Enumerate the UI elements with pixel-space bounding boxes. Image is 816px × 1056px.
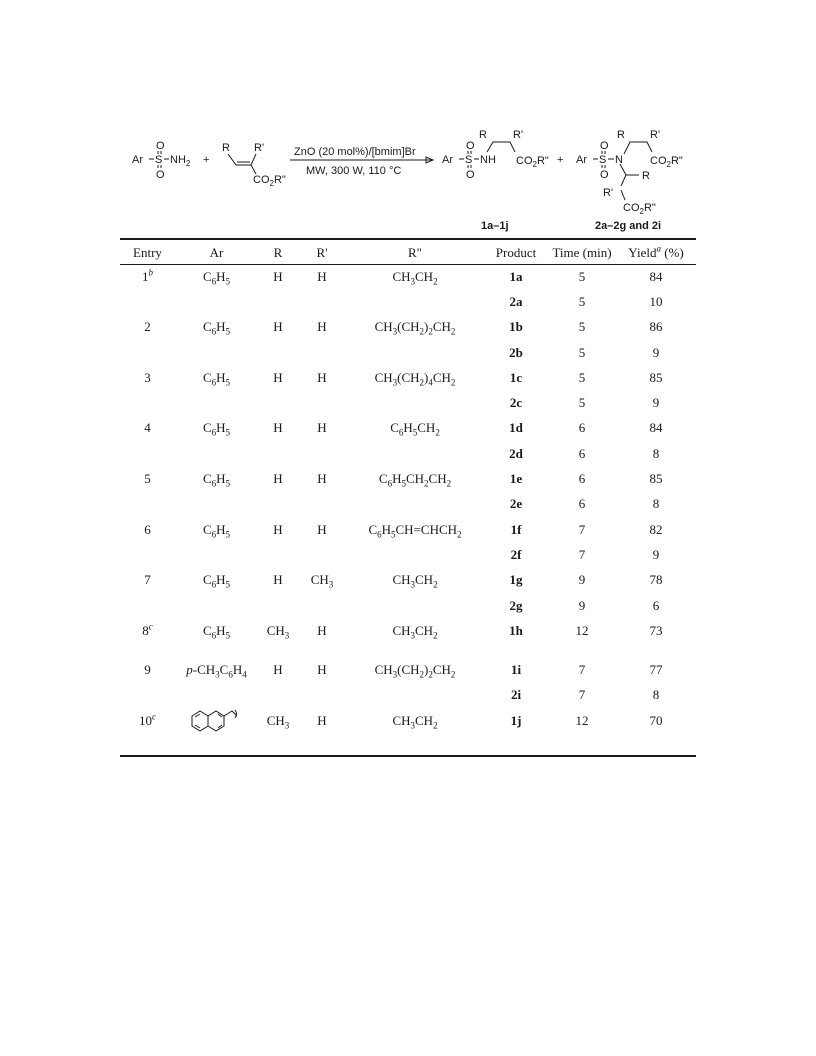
conditions-bottom: MW, 300 W, 110 °C [306, 165, 402, 177]
plus-sign-2: + [557, 154, 564, 166]
cell-time: 5 [578, 344, 586, 360]
table-row [120, 568, 696, 593]
table-header-row [120, 241, 696, 264]
table-row [120, 708, 696, 734]
cell-time: 7 [578, 546, 586, 562]
reactant2-rprime: R' [254, 142, 265, 154]
reactant1-o-bottom: O [156, 169, 165, 181]
cell-time: 9 [578, 597, 586, 613]
cell-rdd: $CH_3CH_2$ [392, 622, 438, 641]
cell-r [258, 683, 298, 708]
table-row [120, 517, 696, 542]
cell-r: H [273, 420, 283, 436]
cell-rp [298, 390, 346, 415]
cell-time: 12 [575, 622, 589, 638]
cell-yield: 9 [652, 344, 660, 360]
svg-text:NH: NH [480, 154, 496, 166]
cell-rp [298, 289, 346, 314]
cell-product: 1d [509, 420, 523, 436]
table-row [120, 657, 696, 682]
cell-rp: H [317, 420, 327, 436]
svg-text:S: S [465, 154, 473, 166]
cell-yield: 70 [649, 713, 663, 729]
cell-yield: 85 [649, 471, 663, 487]
cell-rdd [346, 542, 484, 567]
cell-rp: H [317, 319, 327, 335]
svg-text:O: O [600, 140, 609, 152]
cell-product: 1c [509, 369, 523, 385]
cell-entry: 3 [144, 369, 151, 385]
svg-text:Ar: Ar [576, 154, 587, 166]
cell-rp [298, 683, 346, 708]
cell-rp [298, 593, 346, 618]
svg-text:O: O [466, 140, 475, 152]
cell-rdd: $CH_3CH_2$ [392, 572, 438, 590]
svg-text:S: S [599, 154, 607, 166]
cell-time: 6 [578, 420, 586, 436]
cell-yield: 82 [649, 521, 663, 537]
cell-entry: 6 [144, 521, 151, 537]
cell-time: 5 [578, 268, 586, 284]
header-yield: Yield$^a$ (%) [628, 243, 684, 260]
table-row [120, 390, 696, 415]
cell-product: 1b [509, 319, 523, 335]
svg-text:O: O [600, 169, 609, 181]
cell-entry [120, 340, 175, 365]
cell-yield: 6 [652, 597, 660, 613]
conditions-top: ZnO (20 mol%)/[bmim]Br [294, 146, 416, 158]
cell-time: 7 [578, 687, 586, 703]
cell-r: H [273, 572, 283, 588]
cell-yield: 84 [649, 420, 663, 436]
cell-rp: H [317, 521, 327, 537]
cell-yield: 8 [652, 687, 660, 703]
cell-ar: $C_6H_5$ [202, 521, 231, 540]
product-1-label: 1a–1j [481, 220, 509, 232]
cell-ar [175, 340, 258, 365]
cell-ar [175, 289, 258, 314]
cell-ar: $C_6H_5$ [202, 420, 231, 439]
cell-product: 2g [509, 597, 523, 613]
cell-ar: $C_6H_5$ [202, 622, 231, 641]
table-row [120, 416, 696, 441]
cell-time: 6 [578, 496, 586, 512]
cell-time: 5 [578, 293, 586, 309]
cell-ar: $C_6H_5$ [202, 471, 231, 489]
cell-product: 1e [509, 471, 523, 487]
cell-rdd [346, 289, 484, 314]
cell-ar: $C_6H_5$ [202, 369, 231, 388]
row-spacer [120, 643, 696, 657]
cell-rp: H [317, 268, 327, 284]
cell-rp: H [317, 471, 327, 487]
cell-entry [120, 390, 175, 415]
cell-rdd: $CH_3(CH_2)_2CH_2$ [374, 319, 456, 337]
table-row [120, 466, 696, 491]
cell-product: 1f [510, 521, 522, 537]
cell-rp: H [317, 662, 327, 678]
cell-rdd [346, 441, 484, 466]
header-ar: Ar [209, 244, 224, 260]
cell-yield: 85 [649, 369, 663, 385]
cell-rp: H [317, 369, 327, 385]
cell-rp: H [317, 713, 327, 729]
reactant2-r: R [222, 142, 230, 154]
svg-text:CO2R": $CO_2R$" [623, 202, 656, 216]
cell-entry [120, 542, 175, 567]
table-row [120, 365, 696, 390]
cell-r [258, 441, 298, 466]
product-2-label: 2a–2g and 2i [595, 220, 662, 232]
cell-ar [175, 390, 258, 415]
cell-r: $CH_3$ [266, 622, 290, 641]
table-row [120, 441, 696, 466]
cell-r: H [273, 521, 283, 537]
cell-yield: 8 [652, 496, 660, 512]
cell-rdd [346, 593, 484, 618]
cell-rp: $CH_3$ [310, 572, 334, 590]
cell-yield: 10 [649, 293, 663, 309]
cell-entry: 8$^c$ [142, 621, 153, 638]
cell-ar [175, 542, 258, 567]
cell-r [258, 492, 298, 517]
cell-time: 6 [578, 445, 586, 461]
acrylate-reactant [222, 142, 286, 188]
cell-yield: 73 [649, 622, 663, 638]
cell-r: H [273, 471, 283, 487]
cell-entry [120, 492, 175, 517]
cell-product: 2b [509, 344, 523, 360]
cell-r: H [273, 268, 283, 284]
cell-rdd: $CH_3CH_2$ [392, 268, 438, 287]
table-bottom-rule [120, 755, 696, 757]
reaction-scheme [120, 118, 700, 236]
product-2-structure [576, 129, 683, 232]
naphthyl-structure [188, 708, 246, 734]
svg-text:CO2R": $CO_2R$" [516, 155, 549, 169]
svg-text:CO2R": $CO_2R$" [650, 155, 683, 169]
table-top-rule [120, 238, 696, 240]
cell-entry: 10$^c$ [139, 711, 156, 729]
cell-rdd: $C_6H_5CH=CHCH_2$ [368, 521, 462, 540]
cell-rdd: $C_6H_5CH_2$ [390, 420, 440, 439]
cell-ar [175, 593, 258, 618]
table-row [120, 542, 696, 567]
cell-rdd: $CH_3(CH_2)_2CH_2$ [374, 662, 456, 680]
cell-entry: 4 [144, 420, 151, 436]
cell-ar [175, 708, 258, 734]
cell-time: 6 [578, 471, 586, 487]
cell-entry [120, 441, 175, 466]
cell-yield: 8 [652, 445, 660, 461]
product-1-structure [442, 129, 549, 232]
svg-text:O: O [466, 169, 475, 181]
table-row [120, 264, 696, 289]
cell-r: H [273, 369, 283, 385]
cell-rp: H [317, 622, 327, 638]
cell-rdd [346, 683, 484, 708]
cell-ar [175, 441, 258, 466]
cell-r [258, 593, 298, 618]
cell-ar: $C_6H_5$ [202, 572, 231, 590]
reactant1-ar: Ar [132, 154, 143, 166]
header-r: R [273, 244, 283, 260]
cell-product: 2f [510, 546, 522, 562]
cell-product: 2c [509, 395, 523, 411]
cell-entry [120, 593, 175, 618]
sulfonamide-reactant [132, 140, 191, 181]
cell-time: 12 [575, 713, 589, 729]
cell-rp [298, 340, 346, 365]
svg-text:R: R [617, 129, 625, 141]
reactant1-o-top: O [156, 140, 165, 152]
svg-text:N: N [615, 154, 623, 166]
table-row [120, 340, 696, 365]
header-rdouble: R" [408, 244, 422, 260]
cell-yield: 78 [649, 572, 663, 588]
cell-time: 7 [578, 662, 586, 678]
cell-yield: 86 [649, 319, 663, 335]
svg-text:R: R [479, 129, 487, 141]
svg-text:R': R' [513, 129, 524, 141]
results-table [120, 241, 696, 734]
cell-rp [298, 542, 346, 567]
cell-product: 2i [510, 687, 522, 703]
cell-entry: 5 [144, 471, 151, 487]
cell-time: 9 [578, 572, 586, 588]
cell-entry: 2 [144, 319, 151, 335]
cell-rdd: $C_6H_5CH_2CH_2$ [378, 471, 452, 489]
svg-text:R: R [642, 170, 650, 182]
cell-yield: 84 [649, 268, 663, 284]
svg-text:Ar: Ar [442, 154, 453, 166]
cell-entry [120, 683, 175, 708]
cell-ar: $C_6H_5$ [202, 268, 231, 287]
table-row [120, 683, 696, 708]
cell-rdd [346, 492, 484, 517]
header-time: Time (min) [552, 244, 612, 260]
cell-ar [175, 683, 258, 708]
cell-entry: 7 [144, 572, 151, 588]
cell-rp [298, 441, 346, 466]
header-entry: Entry [133, 244, 162, 260]
cell-product: 1g [509, 572, 523, 588]
cell-rdd [346, 390, 484, 415]
header-product: Product [495, 244, 537, 260]
cell-rdd [346, 340, 484, 365]
cell-r: $CH_3$ [266, 713, 290, 731]
svg-text:R': R' [603, 187, 614, 199]
cell-time: 5 [578, 319, 586, 335]
cell-r [258, 390, 298, 415]
cell-yield: 9 [652, 395, 660, 411]
cell-product: 1h [509, 622, 523, 638]
table-row [120, 289, 696, 314]
cell-entry: 9 [144, 662, 151, 678]
svg-text:R': R' [650, 129, 661, 141]
cell-time: 5 [578, 369, 586, 385]
cell-product: 1i [510, 662, 522, 678]
cell-r: H [273, 319, 283, 335]
cell-r [258, 542, 298, 567]
cell-entry [120, 289, 175, 314]
cell-product: 2d [509, 445, 523, 461]
header-rprime: R' [316, 244, 328, 260]
cell-ar [175, 492, 258, 517]
cell-ar: $p-CH_3C_6H_4$ [186, 662, 247, 680]
table-row [120, 315, 696, 340]
cell-yield: 9 [652, 546, 660, 562]
cell-rp [298, 492, 346, 517]
cell-yield: 77 [649, 662, 663, 678]
table-row [120, 618, 696, 643]
cell-r [258, 340, 298, 365]
cell-entry: 1$^b$ [142, 267, 153, 284]
cell-product: 1j [510, 713, 522, 729]
cell-time: 5 [578, 395, 586, 411]
table-row [120, 492, 696, 517]
cell-time: 7 [578, 521, 586, 537]
cell-ar: $C_6H_5$ [202, 319, 231, 337]
plus-sign-1: + [203, 154, 210, 166]
table-row [120, 593, 696, 618]
cell-r: H [273, 662, 283, 678]
cell-rdd: $CH_3CH_2$ [392, 713, 438, 731]
cell-r [258, 289, 298, 314]
reactant1-nh: $NH_2$ [170, 154, 191, 168]
cell-rdd: $CH_3(CH_2)_4CH_2$ [374, 369, 456, 388]
reactant1-s: S [155, 154, 163, 166]
cell-product: 2a [509, 293, 523, 309]
reactant2-ester: $CO_2R$" [253, 174, 286, 188]
cell-product: 2e [509, 496, 523, 512]
cell-product: 1a [509, 268, 523, 284]
